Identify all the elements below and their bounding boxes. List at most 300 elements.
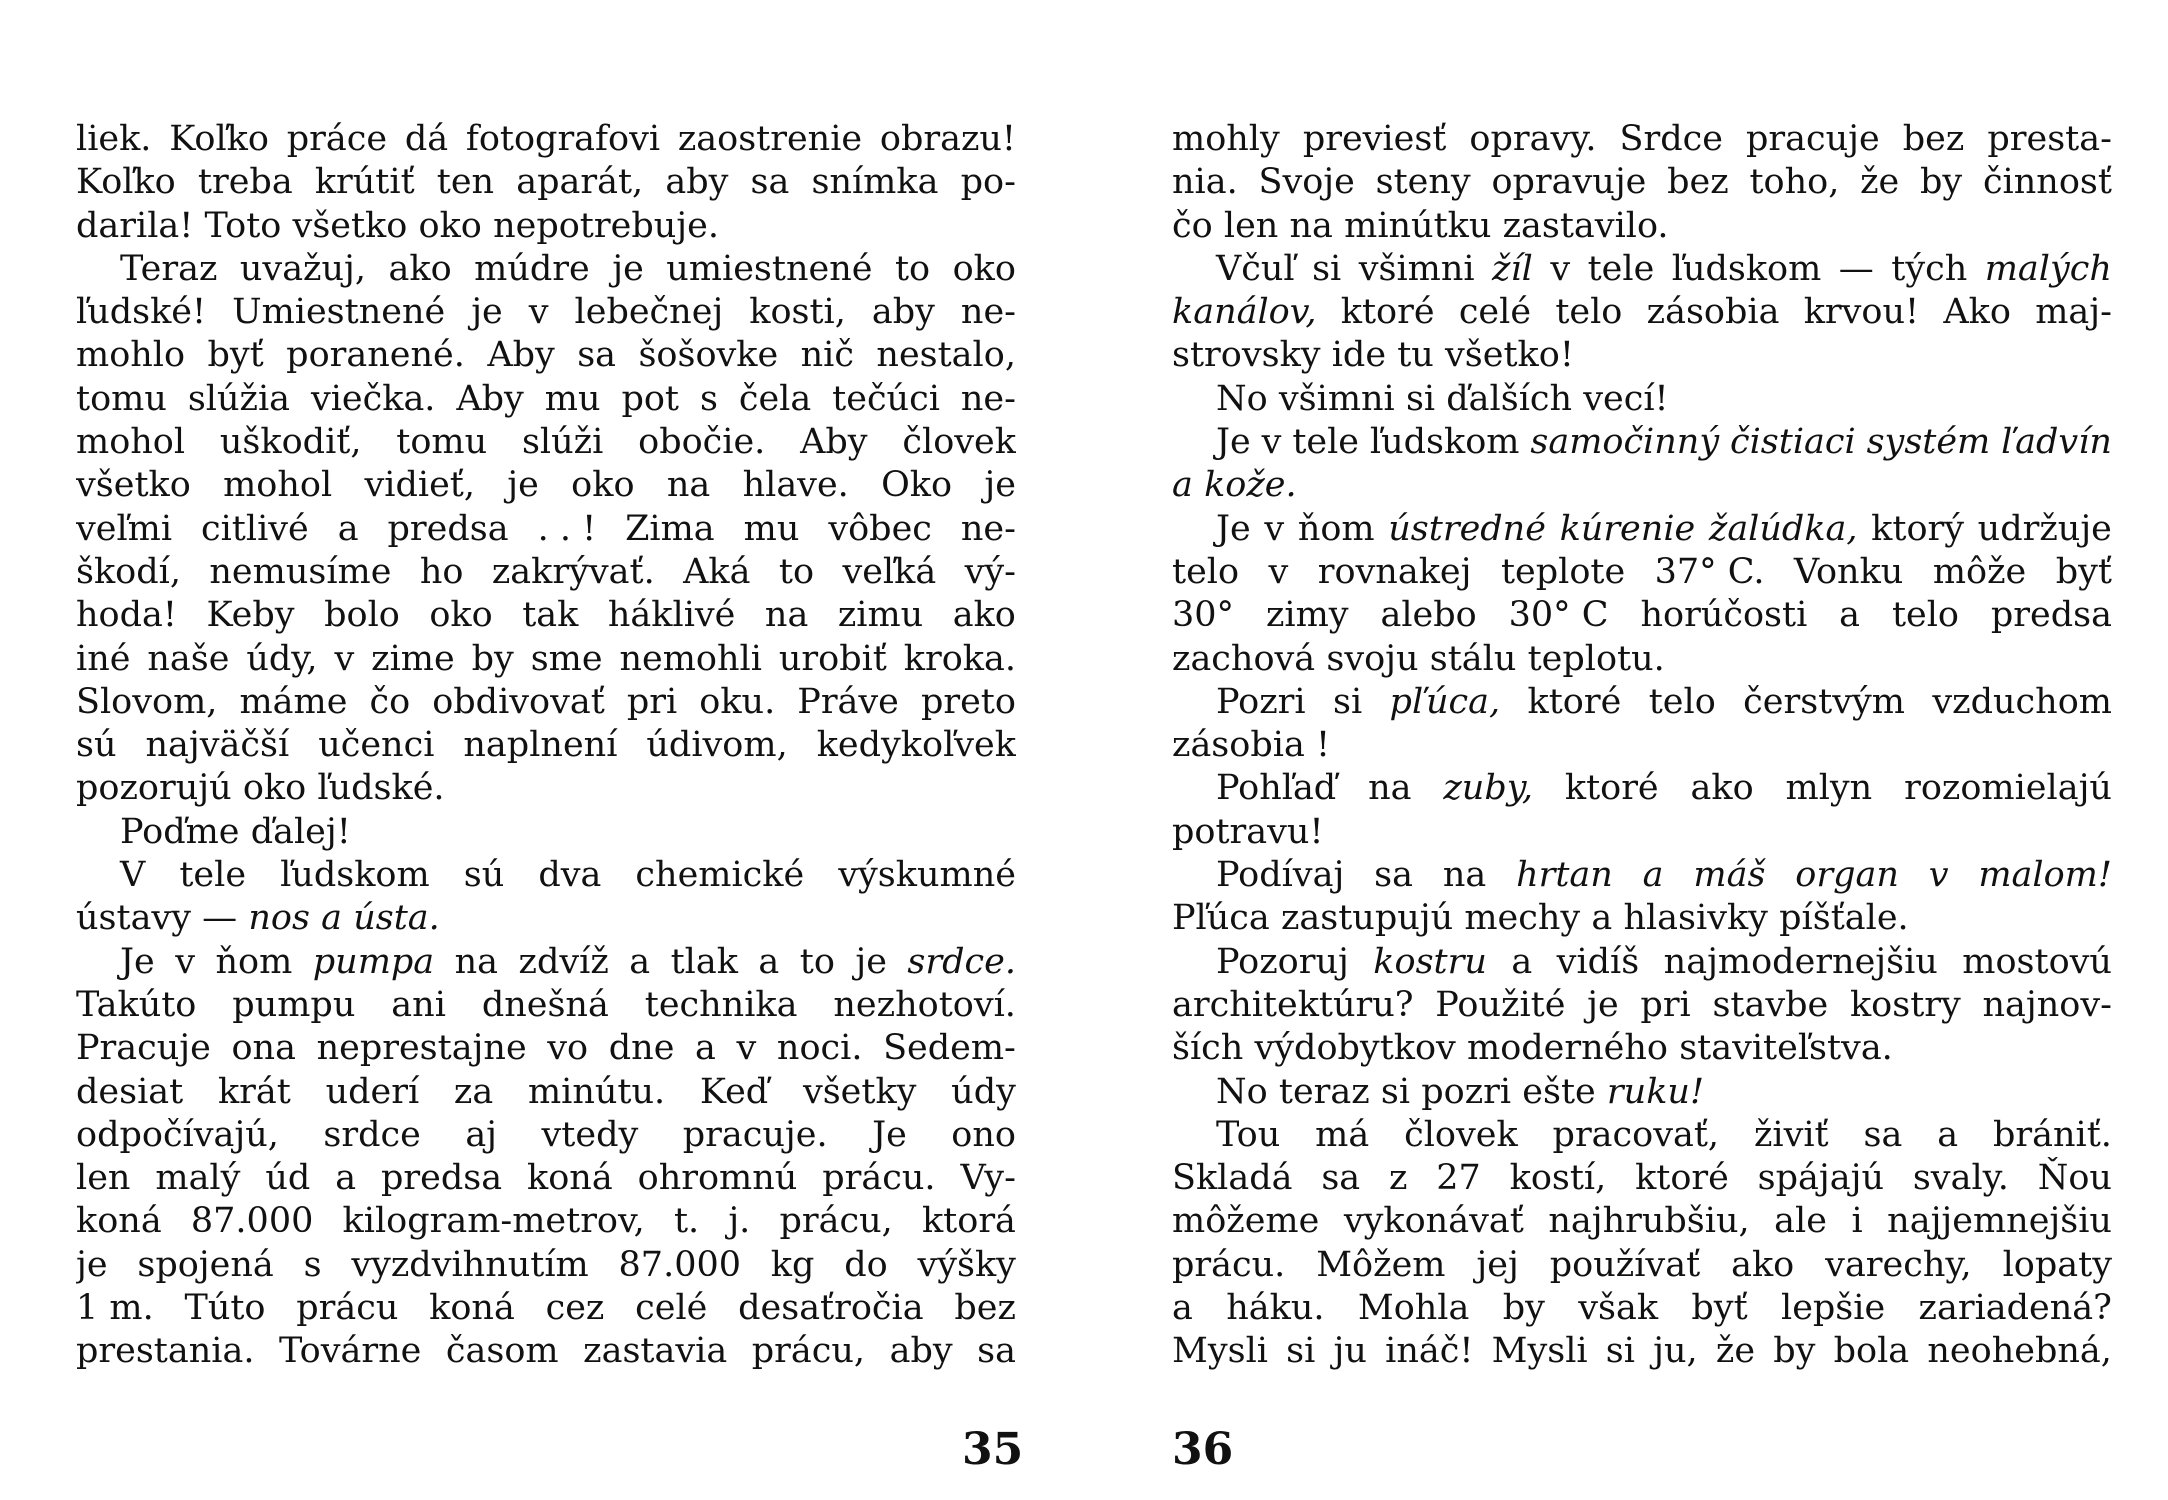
- word: zariadená?: [1918, 1288, 2112, 1329]
- word: Je: [1216, 422, 1251, 463]
- word: Koľko: [169, 119, 269, 159]
- word: zime: [371, 638, 455, 679]
- word: a: [758, 941, 780, 982]
- word: Je: [120, 941, 155, 982]
- word: oko: [429, 595, 493, 636]
- word: kostry: [1849, 984, 1961, 1025]
- word: potravu!: [1172, 811, 1324, 852]
- word: Aká: [683, 551, 751, 592]
- word: svaly.: [1912, 1158, 2009, 1199]
- word: prácu: [296, 1288, 399, 1329]
- word: celé: [1458, 292, 1532, 333]
- word: pumpu: [232, 984, 356, 1025]
- word: Mysli: [1491, 1331, 1588, 1372]
- word: a: [335, 1158, 357, 1199]
- word: aby: [665, 162, 729, 203]
- word: 1 m.: [76, 1288, 154, 1329]
- word: ten: [436, 162, 495, 203]
- word: [1985, 248, 2112, 291]
- word: živiť: [1753, 1114, 1829, 1155]
- word: toho,: [1749, 162, 1840, 203]
- word: ktoré: [1340, 292, 1435, 333]
- word: však: [1578, 1288, 1659, 1329]
- word: najväčší: [145, 725, 290, 766]
- word: nemusíme: [209, 551, 392, 592]
- word: kilogram-metrov,: [342, 1201, 645, 1242]
- word: bez: [1667, 162, 1729, 203]
- word: Aby: [456, 378, 524, 419]
- word: [1867, 421, 1991, 464]
- word: stavbe: [1712, 984, 1829, 1025]
- word: mu: [743, 508, 800, 549]
- word: svoju: [1326, 638, 1419, 679]
- word: časom: [445, 1331, 559, 1372]
- word: koná: [527, 1158, 613, 1199]
- word: je: [507, 465, 539, 506]
- text-line: [1172, 1071, 2112, 1114]
- word: ne-: [960, 378, 1016, 419]
- word: citlivé: [201, 508, 309, 549]
- text-line: [1172, 161, 2112, 204]
- word: poranené.: [286, 335, 465, 376]
- word: Vonku: [1793, 551, 1904, 592]
- word: a: [337, 508, 359, 549]
- word: snímka: [811, 162, 939, 203]
- word: [1978, 854, 2112, 897]
- word: naše: [147, 638, 230, 679]
- word: by: [471, 638, 514, 679]
- word: ľudskom: [280, 855, 430, 896]
- word: uvažuj,: [239, 248, 367, 289]
- word: Pracuje: [76, 1028, 211, 1069]
- word: nia.: [1172, 162, 1238, 203]
- word: dá: [404, 119, 449, 159]
- word: [1709, 508, 1858, 551]
- word: výšky: [917, 1244, 1016, 1285]
- word: hlave.: [742, 465, 849, 506]
- word: a: [695, 1028, 716, 1069]
- word: kostí,: [1509, 1158, 1607, 1199]
- text-line: [1172, 854, 2112, 897]
- word: to: [894, 248, 931, 289]
- text-line: [76, 638, 1016, 681]
- text-line: [76, 941, 1016, 984]
- word: zachová: [1172, 638, 1316, 679]
- word: je: [471, 292, 503, 333]
- word: chemické: [635, 855, 805, 896]
- text-line: [1172, 464, 2112, 507]
- page-number-left: 35: [962, 1424, 1024, 1475]
- word: moderného: [1467, 1028, 1668, 1069]
- word: opravuje: [1491, 162, 1647, 203]
- word: Pozri: [1216, 681, 1306, 722]
- text-line: [76, 508, 1016, 551]
- word: Svoje: [1258, 162, 1355, 203]
- word: pot: [621, 378, 679, 419]
- word: škodí,: [76, 551, 181, 592]
- text-line: [1172, 334, 2112, 377]
- word: cez: [545, 1288, 605, 1329]
- word: múdre: [474, 248, 590, 289]
- word: ších: [1172, 1028, 1244, 1069]
- word: sa: [977, 1331, 1016, 1372]
- word: oko: [952, 248, 1016, 289]
- word: pracovať,: [1552, 1114, 1720, 1155]
- italic-word: ústredné: [1388, 508, 1546, 549]
- text-line: [76, 984, 1016, 1027]
- word: ňom: [1297, 508, 1375, 549]
- word: Aby: [800, 422, 868, 463]
- word: zastavilo.: [1502, 205, 1669, 246]
- word: mostovú: [1962, 941, 2112, 982]
- word: ústavy: [76, 898, 191, 939]
- text-line: [76, 1027, 1016, 1070]
- text-line: [1172, 248, 2112, 291]
- word: do: [844, 1244, 888, 1285]
- word: prácu.: [1172, 1244, 1286, 1285]
- word: vôbec: [828, 508, 932, 549]
- word: krútiť: [314, 162, 415, 203]
- word: Teraz: [120, 248, 218, 289]
- italic-word: kanálov,: [1172, 292, 1317, 333]
- word: tomu: [396, 422, 488, 463]
- word: [1388, 508, 1546, 551]
- italic-word: systém: [1866, 422, 1991, 463]
- text-line: [76, 378, 1016, 421]
- word: výdobytkov: [1254, 1028, 1456, 1069]
- word: [1929, 854, 1949, 897]
- word: oko: [242, 768, 307, 809]
- word: len: [76, 1158, 131, 1199]
- text-line: [1172, 1200, 2112, 1243]
- word: 37° C.: [1654, 551, 1765, 592]
- word: a: [1511, 941, 1533, 982]
- word: obočie.: [638, 422, 766, 463]
- word: najhrubšiu,: [1548, 1201, 1750, 1242]
- word: s: [699, 378, 718, 419]
- word: obrazu!: [879, 119, 1016, 159]
- word: Použité: [1435, 984, 1566, 1025]
- text-line: [76, 551, 1016, 594]
- word: sme: [530, 638, 603, 679]
- word: to: [799, 941, 835, 982]
- text-line: [76, 1071, 1016, 1114]
- word: čela: [738, 378, 812, 419]
- word: t.: [673, 1201, 700, 1242]
- word: Pohľaď: [1216, 768, 1337, 809]
- word: Továrne: [279, 1331, 422, 1372]
- word: j.: [728, 1201, 751, 1242]
- word: udržuje: [1977, 508, 2112, 549]
- word: je: [855, 941, 887, 982]
- word: na: [666, 465, 711, 506]
- word: 30° C: [1508, 595, 1609, 636]
- italic-word: ústa.: [353, 898, 440, 939]
- word: a: [1591, 898, 1613, 939]
- word: strovsky: [1172, 335, 1321, 376]
- word: ktoré: [1564, 768, 1659, 809]
- word: zimy: [1265, 595, 1349, 636]
- word: i: [1851, 1201, 1863, 1242]
- word: mu: [544, 378, 601, 419]
- word: ľudskom: [1369, 422, 1520, 463]
- word: mlyn: [1785, 768, 1873, 809]
- word: tele: [179, 855, 247, 896]
- word: veľmi: [76, 508, 173, 549]
- word: si: [1605, 1331, 1635, 1372]
- word: všetko!: [1445, 335, 1574, 376]
- word: predsa: [387, 508, 509, 549]
- word: zásobia: [1646, 292, 1780, 333]
- text-line: [1172, 811, 2112, 854]
- word: je: [984, 465, 1016, 506]
- word: technika: [644, 984, 798, 1025]
- word: preto: [920, 681, 1016, 722]
- text-line: [1172, 984, 2112, 1027]
- text-line: [1172, 1027, 2112, 1070]
- word: všetky: [802, 1071, 917, 1112]
- text-line: [76, 681, 1016, 724]
- word: pozri: [1421, 1071, 1512, 1112]
- text-line: [1172, 291, 2112, 334]
- word: spojená: [137, 1244, 274, 1285]
- word: ono: [951, 1114, 1016, 1155]
- word: telo: [1172, 551, 1240, 592]
- text-line: [76, 421, 1016, 464]
- word: 87.000: [190, 1201, 314, 1242]
- word: najmodernejšiu: [1663, 941, 1938, 982]
- word: staviteľstva.: [1679, 1028, 1893, 1069]
- word: po-: [960, 162, 1016, 203]
- word: dva: [538, 855, 602, 896]
- word: predsa: [381, 1158, 503, 1199]
- word: [1560, 508, 1696, 551]
- word: hoda!: [76, 595, 177, 636]
- word: si: [1286, 1331, 1316, 1372]
- word: bola: [1833, 1331, 1910, 1372]
- word: ktorý: [1871, 508, 1965, 549]
- word: ju: [1333, 1331, 1367, 1372]
- word: ktorá: [921, 1201, 1016, 1242]
- word: No: [1216, 1071, 1268, 1112]
- word: a: [1937, 1114, 1959, 1155]
- word: môže: [1932, 551, 2027, 592]
- text-line: [1172, 1157, 2112, 1200]
- word: !: [1316, 725, 1331, 766]
- word: alebo: [1380, 595, 1477, 636]
- word: mechy: [1464, 898, 1581, 939]
- word: minútu.: [527, 1071, 666, 1112]
- word: všimni: [1358, 248, 1475, 289]
- text-line: [76, 1287, 1016, 1330]
- word: Takúto: [76, 984, 197, 1025]
- word: [1390, 681, 1501, 724]
- word: dnešná: [481, 984, 609, 1025]
- italic-word: máš: [1693, 855, 1766, 896]
- text-line: [1172, 1287, 2112, 1330]
- word: v: [334, 638, 355, 679]
- word: a: [1839, 595, 1861, 636]
- word: prácu.: [822, 1158, 936, 1199]
- word: telo: [1555, 292, 1623, 333]
- word: fotografovi: [465, 119, 661, 159]
- text-line: [1172, 118, 2112, 161]
- italic-word: a: [321, 898, 342, 939]
- word: ako: [952, 595, 1016, 636]
- word: nič: [800, 335, 854, 376]
- word: lepšie: [1781, 1288, 1886, 1329]
- word: V: [120, 855, 146, 896]
- text-line: [1172, 551, 2112, 594]
- word: sú: [463, 855, 505, 896]
- word: Pozoruj: [1216, 941, 1349, 982]
- word: oko: [418, 205, 482, 246]
- word: tele: [1292, 422, 1359, 463]
- word: ňom: [215, 941, 293, 982]
- text-line: [1172, 724, 2112, 767]
- text-line: [1172, 205, 2112, 248]
- word: zásobia: [1172, 725, 1305, 766]
- word: činnosť: [1982, 162, 2112, 203]
- word: Mohla: [1357, 1288, 1470, 1329]
- word: teplote: [1500, 551, 1626, 592]
- word: urobiť: [778, 638, 887, 679]
- word: by: [1502, 1288, 1545, 1329]
- word: ale: [1774, 1201, 1827, 1242]
- text-line: [76, 334, 1016, 377]
- word: práce: [286, 119, 388, 159]
- text-line: [1172, 421, 2112, 464]
- word: si: [1332, 681, 1363, 722]
- word: neohebná,: [1927, 1331, 2112, 1372]
- word: Je: [1216, 508, 1251, 549]
- right-page-text: [1172, 118, 2112, 1374]
- word: si: [1312, 248, 1342, 289]
- word: presta-: [1987, 119, 2112, 159]
- word: ho: [419, 551, 464, 592]
- text-line: [1172, 378, 2112, 421]
- left-page-text: [76, 118, 1016, 1374]
- word: [1693, 854, 1765, 897]
- word: architektúru?: [1172, 984, 1414, 1025]
- word: háklivé: [607, 595, 736, 636]
- word: sa: [750, 162, 790, 203]
- word: Oko: [881, 465, 953, 506]
- word: [907, 941, 1016, 984]
- word: ľudské.: [317, 768, 445, 809]
- italic-word: v: [1928, 855, 1949, 896]
- word: rovnakej: [1317, 551, 1472, 592]
- word: v: [1264, 508, 1285, 549]
- word: Podívaj: [1216, 855, 1345, 896]
- word: [321, 897, 342, 940]
- word: neprestajne: [316, 1028, 527, 1069]
- word: [1516, 854, 1613, 897]
- word: [1172, 464, 1193, 507]
- text-line: [76, 205, 1016, 248]
- word: kroka.: [903, 638, 1016, 679]
- word: Keď: [699, 1071, 769, 1112]
- word: háku.: [1226, 1288, 1325, 1329]
- word: lebečnej: [574, 292, 724, 333]
- word: Môžem: [1316, 1244, 1446, 1285]
- italic-word: ruku!: [1606, 1071, 1705, 1112]
- word: sa: [1374, 855, 1413, 896]
- word: Tou: [1216, 1114, 1281, 1155]
- word: [2001, 421, 2112, 464]
- word: telo: [1891, 595, 1959, 636]
- italic-word: čistiaci: [1730, 422, 1856, 463]
- text-line: [76, 767, 1016, 810]
- word: údy,: [246, 638, 318, 679]
- word: si: [1380, 1071, 1411, 1112]
- text-line: [76, 724, 1016, 767]
- word: bez: [954, 1288, 1016, 1329]
- word: na: [1442, 855, 1487, 896]
- word: má: [1315, 1114, 1370, 1155]
- word: by: [1773, 1331, 1816, 1372]
- text-line: [76, 161, 1016, 204]
- word: Vy-: [960, 1158, 1016, 1199]
- word: [1607, 1071, 1704, 1114]
- text-line: [76, 897, 1016, 940]
- word: teplotu.: [1527, 638, 1665, 679]
- word: a: [1172, 1288, 1193, 1329]
- word: vyzdvihnutím: [351, 1244, 589, 1285]
- text-line: [76, 1157, 1016, 1200]
- word: prácu,: [751, 1331, 866, 1372]
- word: je: [76, 1244, 108, 1285]
- word: Včuľ: [1216, 248, 1295, 289]
- word: [353, 897, 440, 940]
- word: mohol: [223, 465, 333, 506]
- text-line: [76, 248, 1016, 291]
- word: byť: [1691, 1288, 1748, 1329]
- word: je: [612, 248, 644, 289]
- word: zakrývať.: [491, 551, 655, 592]
- word: v: [1268, 551, 1289, 592]
- text-line: [1172, 1114, 2112, 1157]
- word: prestania.: [76, 1331, 255, 1372]
- word: iné: [76, 638, 131, 679]
- word: Koľko: [76, 162, 176, 203]
- word: teraz: [1278, 1071, 1370, 1112]
- word: na: [1368, 768, 1412, 809]
- word: srdce: [323, 1114, 421, 1155]
- word: 27: [1436, 1158, 1481, 1199]
- italic-word: samočinný: [1530, 422, 1720, 463]
- word: Srdce: [1619, 119, 1723, 159]
- word: ináč!: [1385, 1331, 1474, 1372]
- word: zimu: [837, 595, 924, 636]
- word: ona: [231, 1028, 296, 1069]
- word: [1643, 854, 1664, 897]
- word: to: [778, 551, 815, 592]
- word: . . !: [537, 508, 597, 549]
- word: nepotrebuje.: [493, 205, 719, 246]
- word: krvou!: [1803, 292, 1920, 333]
- word: ktoré: [1527, 681, 1622, 722]
- word: prácu,: [779, 1201, 893, 1242]
- word: lopaty: [2002, 1244, 2112, 1285]
- word: pracuje.: [682, 1114, 828, 1155]
- word: uderí: [325, 1071, 420, 1112]
- word: desaťročia: [738, 1288, 924, 1329]
- word: nestalo,: [876, 335, 1016, 376]
- word: obdivovať: [432, 681, 605, 722]
- word: ľudské!: [76, 292, 207, 333]
- word: tlak: [670, 941, 738, 982]
